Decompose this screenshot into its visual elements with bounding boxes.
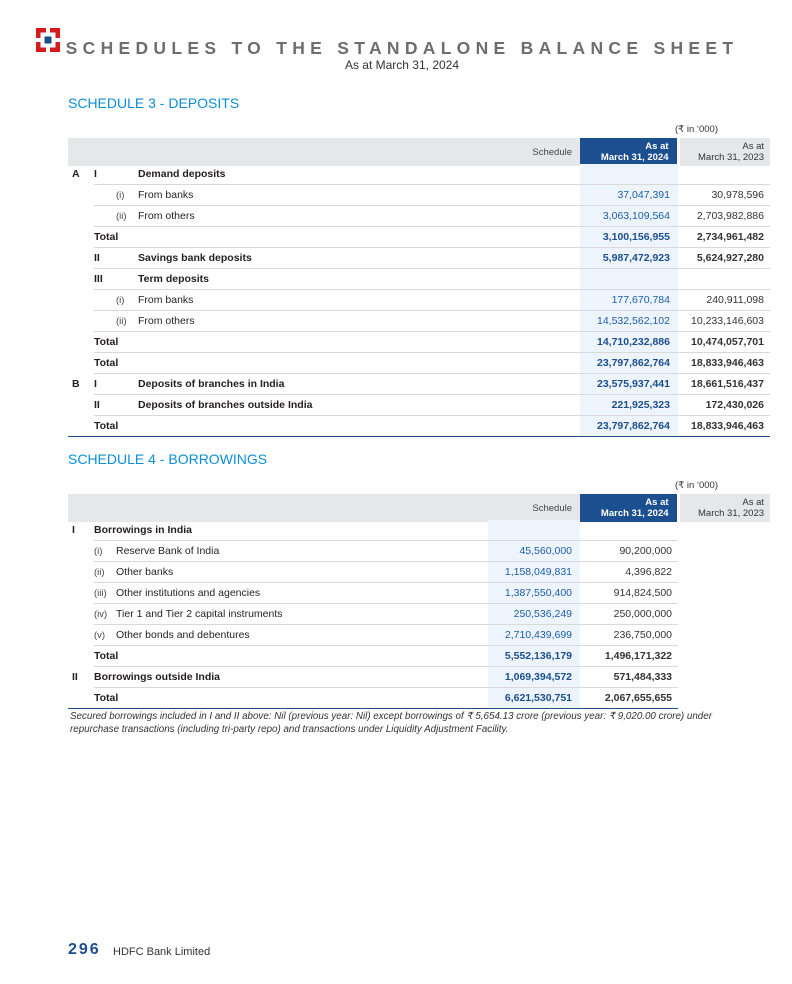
row-roman: II [94,248,116,269]
current-year-value: 221,925,323 [580,395,678,416]
previous-year-value: 30,978,596 [678,185,770,206]
row-label: Reserve Bank of India [116,541,488,562]
table-row [68,206,770,227]
table-row [68,416,770,437]
table-row [68,520,770,541]
row-label: Deposits of branches outside India [138,395,580,416]
previous-year-value: 250,000,000 [580,604,678,625]
row-section [68,332,94,353]
current-year-value: 23,575,937,441 [580,374,678,395]
row-section [68,583,94,604]
row-section [68,290,94,311]
row-label: Other banks [116,562,488,583]
row-sub: (i) [116,185,138,206]
row-section: B [72,378,80,390]
row-label: Borrowings in India [94,520,488,541]
borrowings-footnote: Secured borrowings included in I and II above: Nil (previous year: Nil) except borrowings of ₹ 5,654.13 crore (previous year: ₹ 9,020.00 crore) under repurchase transactions (including tri-party repo) and transactions under Liquidity Adjustment Facility. [70,711,712,735]
previous-year-value [580,520,678,541]
previous-year-value: 18,833,946,463 [678,353,770,374]
row-roman: I [94,164,116,185]
row-sub: (iv) [94,604,116,625]
current-year-value: 1,387,550,400 [488,583,580,604]
row-sub: (ii) [116,206,138,227]
schedule-3-unit-note: (₹ in ‘000) [674,124,718,135]
table-row [68,374,770,395]
row-label: Other bonds and debentures [116,625,488,646]
row-label: From others [138,206,580,227]
row-label: Other institutions and agencies [116,583,488,604]
current-year-value: 23,797,862,764 [580,353,678,374]
previous-year-value: 2,734,961,482 [678,227,770,248]
row-label: Total [94,688,488,709]
current-year-value: 1,069,394,572 [488,667,580,688]
row-label: Demand deposits [138,164,580,185]
previous-year-value: 90,200,000 [580,541,678,562]
current-year-value: 1,158,049,831 [488,562,580,583]
row-sub [116,395,138,416]
row-sub: (i) [94,541,116,562]
row-roman: III [94,269,116,290]
previous-year-value: 5,624,927,280 [678,248,770,269]
row-roman [94,290,116,311]
row-roman [94,206,116,227]
schedule-column-header: Schedule [68,494,580,522]
current-year-header: As at March 31, 2024 [580,138,678,166]
row-label: Total [94,227,580,248]
row-label: From banks [138,185,580,206]
current-year-header: As at March 31, 2024 [580,494,678,522]
row-section [68,562,94,583]
row-sub: (iii) [94,583,116,604]
schedule-4-header [68,494,770,522]
previous-year-value: 18,833,946,463 [678,416,770,437]
row-section [68,688,94,709]
schedule-3-body [68,164,770,437]
row-sub [116,164,138,185]
row-section [68,541,94,562]
previous-year-value: 236,750,000 [580,625,678,646]
table-row [68,269,770,290]
row-section [68,227,94,248]
row-section: II [72,671,78,683]
current-year-value: 14,532,562,102 [580,311,678,332]
row-label: Deposits of branches in India [138,374,580,395]
row-label: Total [94,332,580,353]
table-row [68,667,770,688]
table-row [68,248,770,269]
row-section [68,416,94,437]
schedule-3-title: SCHEDULE 3 - DEPOSITS [68,95,240,111]
previous-year-value: 18,661,516,437 [678,374,770,395]
row-section [68,604,94,625]
current-year-value: 3,100,156,955 [580,227,678,248]
row-sub [116,269,138,290]
row-label: Total [94,353,580,374]
previous-year-value: 2,703,982,886 [678,206,770,227]
previous-year-value [678,269,770,290]
previous-year-header: As at March 31, 2023 [678,138,770,166]
table-row [68,583,770,604]
row-section [68,311,94,332]
row-sub: (v) [94,625,116,646]
current-year-value: 2,710,439,699 [488,625,580,646]
row-label: Borrowings outside India [94,667,488,688]
current-year-value: 250,536,249 [488,604,580,625]
current-year-value [488,520,580,541]
current-year-value: 14,710,232,886 [580,332,678,353]
row-roman [94,311,116,332]
row-section [68,625,94,646]
table-row [68,290,770,311]
table-row [68,227,770,248]
row-roman: II [94,395,116,416]
page-number: 296 [68,941,101,958]
row-sub: (i) [116,290,138,311]
current-year-value: 37,047,391 [580,185,678,206]
table-row [68,646,770,667]
row-section: I [72,524,75,537]
current-year-value [580,269,678,290]
row-section [68,353,94,374]
row-section [68,269,94,290]
previous-year-header: As at March 31, 2023 [678,494,770,522]
previous-year-value: 240,911,098 [678,290,770,311]
previous-year-value: 4,396,822 [580,562,678,583]
previous-year-value: 10,474,057,701 [678,332,770,353]
row-section [68,395,94,416]
table-row [68,332,770,353]
row-roman: I [94,374,116,395]
page-subtitle: As at March 31, 2024 [344,58,460,72]
current-year-value: 5,552,136,179 [488,646,580,667]
table-row [68,604,770,625]
previous-year-value: 571,484,333 [580,667,678,688]
current-year-value: 6,621,530,751 [488,688,580,709]
row-section [68,185,94,206]
table-row [68,311,770,332]
row-section [68,206,94,227]
row-sub [116,248,138,269]
current-year-value: 23,797,862,764 [580,416,678,437]
row-section [68,646,94,667]
company-name: HDFC Bank Limited [113,946,211,958]
previous-year-value: 10,233,146,603 [678,311,770,332]
row-label: From banks [138,290,580,311]
previous-year-value: 1,496,171,322 [580,646,678,667]
current-year-value: 45,560,000 [488,541,580,562]
table-row [68,688,770,709]
row-label: Savings bank deposits [138,248,580,269]
previous-year-value: 2,067,655,655 [580,688,678,709]
current-year-value: 177,670,784 [580,290,678,311]
row-sub: (ii) [116,311,138,332]
row-sub [116,374,138,395]
row-label: Term deposits [138,269,580,290]
table-row [68,541,770,562]
table-row [68,185,770,206]
table-row [68,164,770,185]
previous-year-value: 914,824,500 [580,583,678,604]
row-section: A [72,168,80,181]
row-label: Total [94,416,580,437]
schedule-3-header [68,138,770,166]
row-label: Tier 1 and Tier 2 capital instruments [116,604,488,625]
table-row [68,625,770,646]
schedule-4-title: SCHEDULE 4 - BORROWINGS [68,451,268,467]
schedule-4-body [68,520,770,709]
previous-year-value [678,164,770,185]
row-section [68,248,94,269]
schedule-column-header: Schedule [68,138,580,166]
page-title: SCHEDULES TO THE STANDALONE BALANCE SHEET [65,38,739,58]
table-row [68,353,770,374]
row-sub: (ii) [94,562,116,583]
current-year-value: 5,987,472,923 [580,248,678,269]
row-roman [94,185,116,206]
previous-year-value: 172,430,026 [678,395,770,416]
current-year-value [580,164,678,185]
row-label: From others [138,311,580,332]
row-label: Total [94,646,488,667]
current-year-value: 3,063,109,564 [580,206,678,227]
table-row [68,395,770,416]
table-row [68,562,770,583]
schedule-4-unit-note: (₹ in ‘000) [674,480,718,491]
